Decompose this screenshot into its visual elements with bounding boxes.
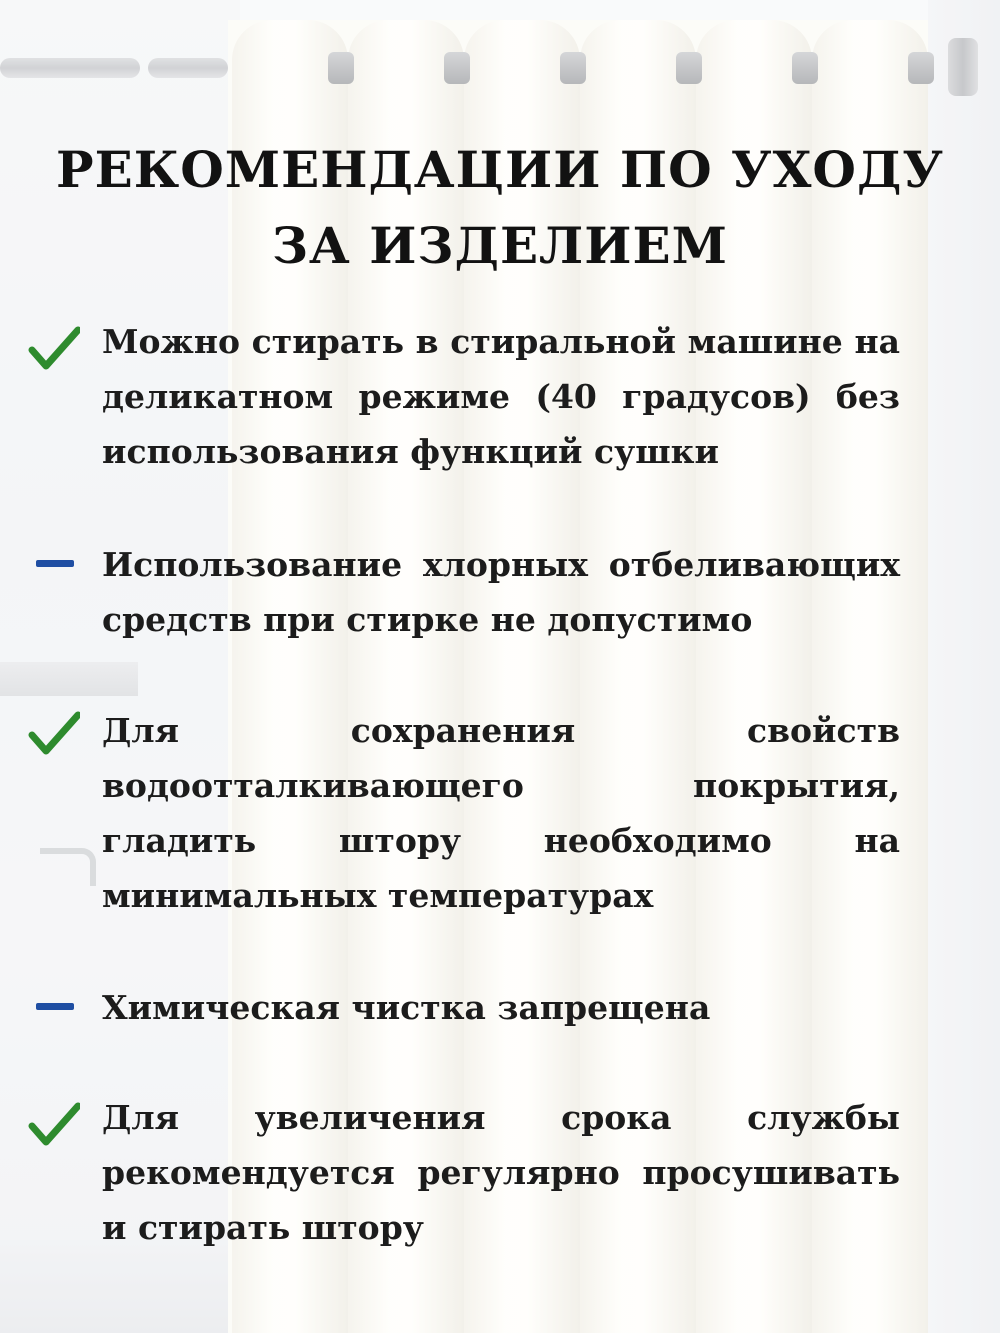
list-item-text: Использование хлорных отбеливающих средств при стирке не допустимо — [102, 545, 900, 639]
check-icon — [28, 707, 80, 759]
page-title — [30, 132, 970, 284]
list-item-text: Можно стирать в стиральной машине на деликатном режиме (40 градусов) без использования функций сушки — [102, 322, 900, 471]
list-item-text: Для сохранения свойств водоотталкивающего покрытия, гладить штору необходимо на минимальных температурах — [102, 711, 900, 915]
check-icon — [28, 322, 80, 374]
title-line-1: РЕКОМЕНДАЦИИ ПО УХОДУ — [56, 140, 944, 199]
list-item-text: Для увеличения срока службы рекомендуется регулярно просушивать и стирать штору — [102, 1098, 900, 1247]
title-line-2: ЗА ИЗДЕЛИЕМ — [272, 216, 728, 275]
dash-icon — [34, 537, 86, 589]
list-item-text: Химическая чистка запрещена — [102, 988, 711, 1027]
check-icon — [28, 1098, 80, 1150]
dash-icon — [34, 980, 86, 1032]
